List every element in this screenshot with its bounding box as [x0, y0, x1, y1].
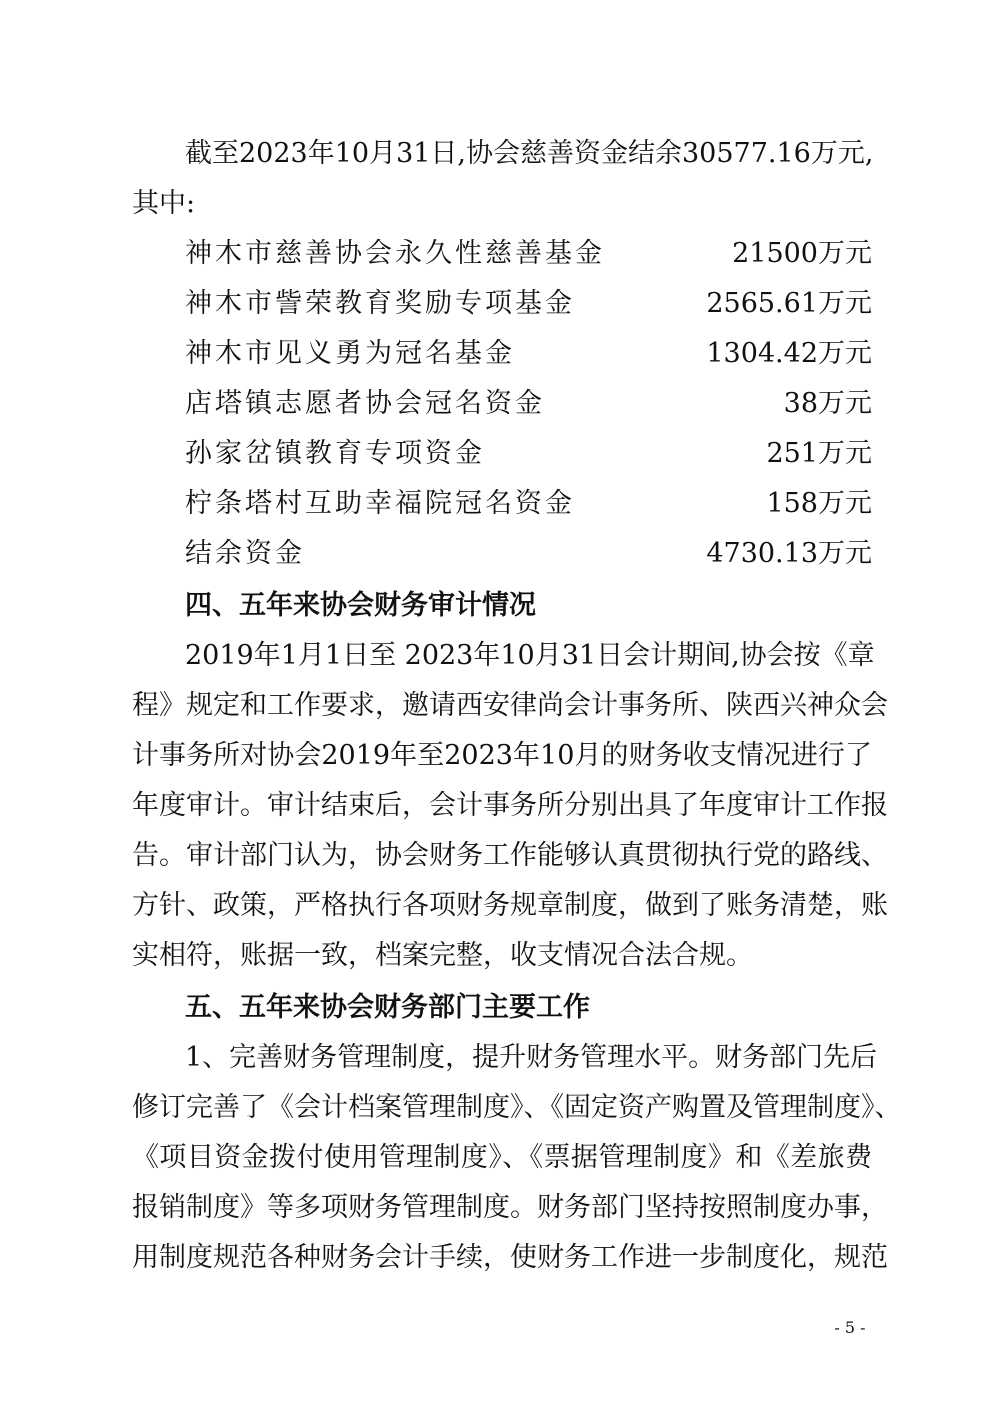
- fund-row: [185, 437, 872, 471]
- section-4-heading: 四、五年来协会财务审计情况: [185, 590, 536, 621]
- fund-amount: 158万元: [766, 488, 872, 519]
- fund-name: 神木市见义勇为冠名基金: [185, 338, 515, 369]
- fund-row: [185, 287, 872, 321]
- fund-amount: 21500万元: [732, 238, 872, 269]
- fund-name: 结余资金: [185, 538, 305, 569]
- fund-name: 神木市訾荣教育奖励专项基金: [185, 288, 575, 319]
- paragraph-line: 方针、政策，严格执行各项财务规章制度，做到了账务清楚，账: [132, 890, 888, 921]
- fund-amount: 4730.13万元: [706, 538, 872, 569]
- fund-row: [185, 237, 872, 271]
- intro-line-1: 截至2023年10月31日,协会慈善资金结余30577.16万元,: [185, 138, 874, 169]
- paragraph-line: 1、完善财务管理制度，提升财务管理水平。财务部门先后: [185, 1042, 878, 1073]
- page-number: - 5 -: [834, 1318, 866, 1337]
- paragraph-line: 《项目资金拨付使用管理制度》、《票据管理制度》和《差旅费: [132, 1142, 872, 1173]
- fund-amount: 251万元: [766, 438, 872, 469]
- paragraph-line: 程》规定和工作要求，邀请西安律尚会计事务所、陕西兴神众会: [132, 690, 888, 721]
- fund-name: 孙家岔镇教育专项资金: [185, 438, 485, 469]
- fund-amount: 2565.61万元: [706, 288, 872, 319]
- intro-line-2: 其中:: [132, 188, 196, 219]
- paragraph-line: 告。审计部门认为，协会财务工作能够认真贯彻执行党的路线、: [132, 840, 888, 871]
- paragraph-line: 计事务所对协会2019年至2023年10月的财务收支情况进行了: [132, 740, 872, 771]
- fund-name: 柠条塔村互助幸福院冠名资金: [185, 488, 575, 519]
- paragraph-line: 年度审计。审计结束后，会计事务所分别出具了年度审计工作报: [132, 790, 888, 821]
- paragraph-line: 用制度规范各种财务会计手续，使财务工作进一步制度化，规范: [132, 1242, 888, 1273]
- paragraph-line: 2019年1月1日至 2023年10月31日会计期间,协会按《章: [185, 640, 875, 671]
- fund-row: [185, 387, 872, 421]
- fund-name: 店塔镇志愿者协会冠名资金: [185, 388, 545, 419]
- paragraph-line: 修订完善了《会计档案管理制度》、《固定资产购置及管理制度》、: [132, 1092, 902, 1123]
- fund-amount: 1304.42万元: [706, 338, 872, 369]
- fund-amount: 38万元: [783, 388, 872, 419]
- fund-name: 神木市慈善协会永久性慈善基金: [185, 238, 605, 269]
- paragraph-line: 报销制度》等多项财务管理制度。财务部门坚持按照制度办事，: [132, 1192, 888, 1223]
- fund-row: [185, 537, 872, 571]
- paragraph-line: 实相符，账据一致，档案完整，收支情况合法合规。: [132, 940, 753, 971]
- fund-row: [185, 487, 872, 521]
- section-5-heading: 五、五年来协会财务部门主要工作: [185, 992, 590, 1023]
- fund-row: [185, 337, 872, 371]
